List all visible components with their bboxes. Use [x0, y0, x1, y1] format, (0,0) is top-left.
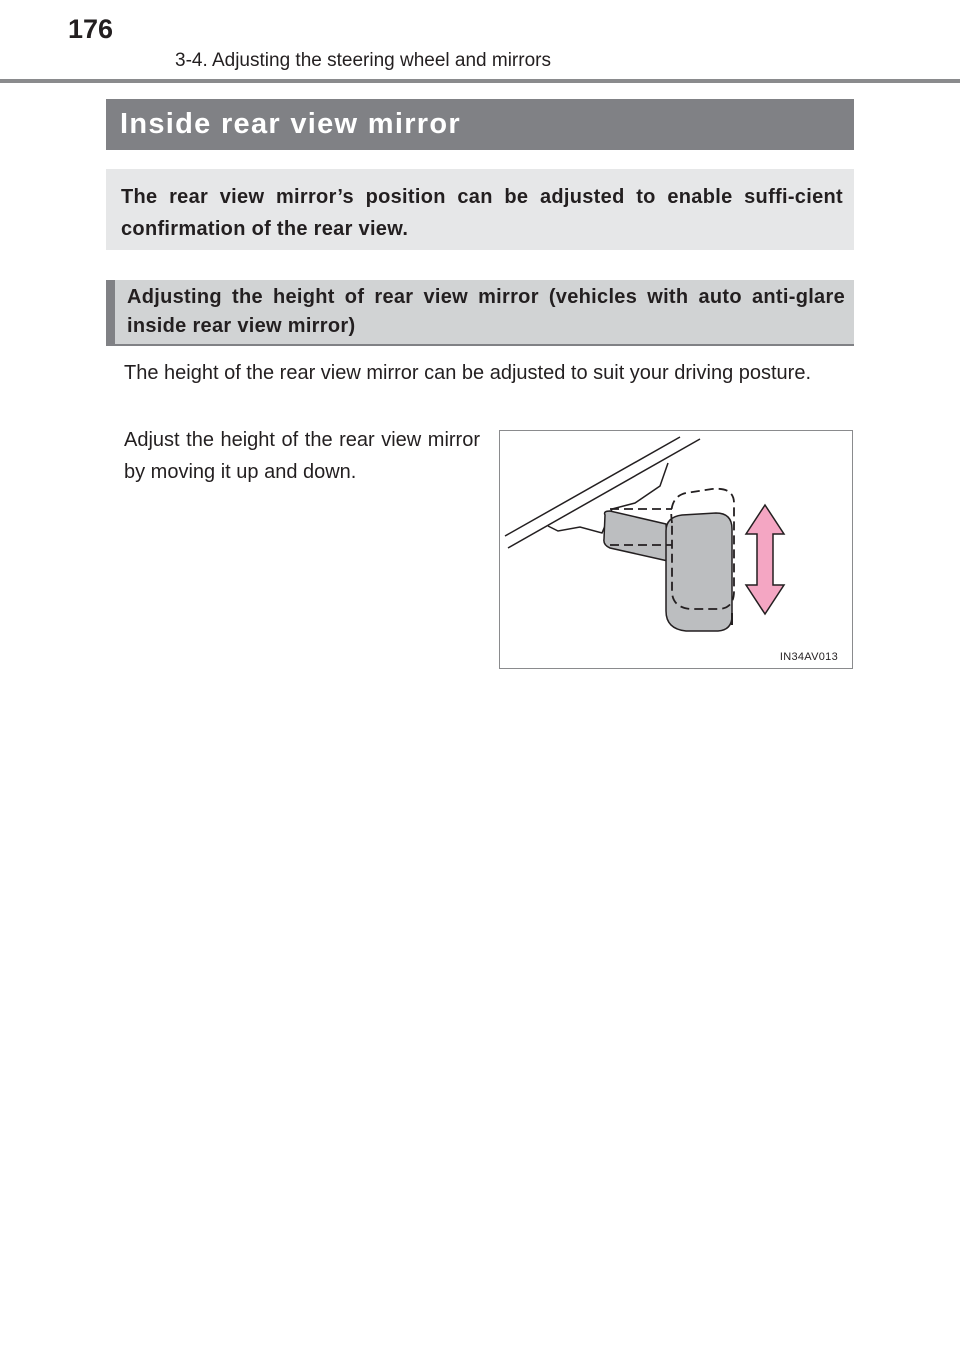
- body-paragraph-adjust: Adjust the height of the rear view mirror by moving it up and down.: [124, 429, 480, 483]
- page-number: 176: [68, 14, 114, 44]
- subsection-heading: Adjusting the height of rear view mirror (vehicles with auto anti-glare inside rear view mirror): [127, 286, 845, 337]
- header-rule: [0, 79, 960, 83]
- section-title: Inside rear view mirror: [120, 108, 461, 140]
- summary-text: The rear view mirror’s position can be adjusted to enable suffi-cient confirmation of the rear view.: [121, 186, 843, 240]
- mirror-stem-icon: [604, 511, 668, 561]
- body-paragraph-posture: The height of the rear view mirror can be adjusted to suit your driving posture.: [124, 362, 812, 384]
- summary-box: [106, 169, 854, 250]
- running-header: 3-4. Adjusting the steering wheel and mirrors: [175, 50, 551, 71]
- mirror-illustration-drawing: [500, 431, 854, 670]
- subsection-rule: [106, 344, 854, 346]
- rear-view-mirror-icon: [666, 513, 732, 631]
- figure-code: IN34AV013: [779, 651, 838, 663]
- subsection-heading-box: [106, 280, 854, 344]
- mirror-illustration: [499, 430, 853, 669]
- up-down-arrow-icon: [746, 505, 784, 614]
- subsection-accent: [106, 280, 115, 344]
- section-title-bar: [106, 99, 854, 150]
